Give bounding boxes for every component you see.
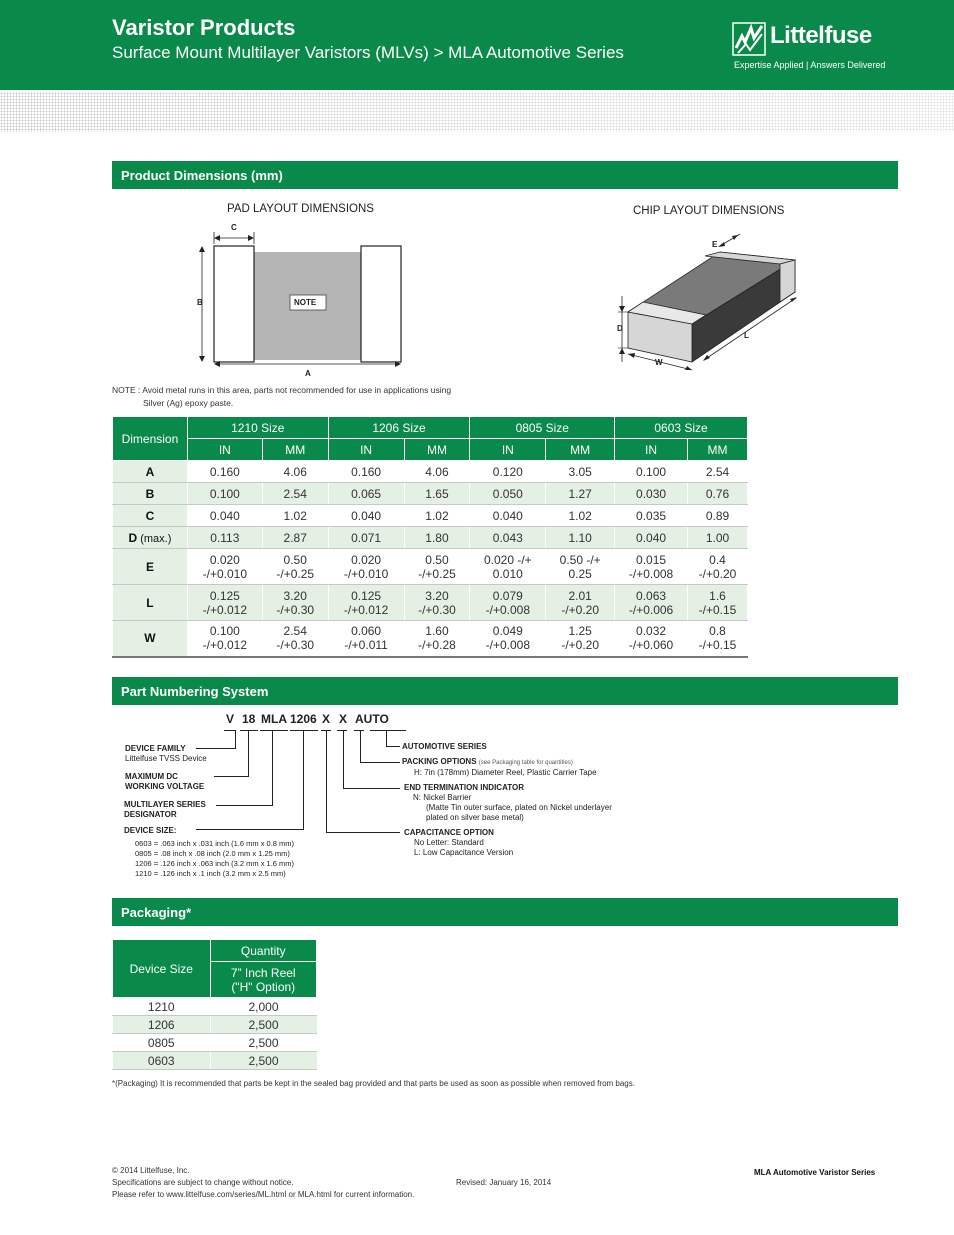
cap-title: CAPACITANCE OPTION (404, 828, 494, 837)
dimension-value-cell: 0.030 (615, 483, 688, 505)
table-row (113, 1034, 317, 1052)
pad-label-b: B (197, 298, 203, 307)
device-size-item: 1206 = .126 inch x .063 inch (3.2 mm x 1.6 mm) (135, 859, 295, 868)
footer-series-name: MLA Automotive Varistor Series (754, 1168, 876, 1177)
dimension-value-cell: 0.50 -/+0.25 (262, 549, 328, 585)
pack-size-cell: 1210 (113, 998, 211, 1016)
dimension-value-cell: 0.76 (687, 483, 747, 505)
dimensions-table-body (113, 461, 748, 657)
packing-desc: H: 7in (178mm) Diameter Reel, Plastic Carrier Tape (414, 768, 597, 777)
reel-header-line-2: ("H" Option) (231, 979, 296, 994)
dimensions-table (112, 416, 748, 658)
dimension-label: B (145, 486, 155, 501)
device-size-block (124, 826, 176, 836)
dimension-value-cell: 1.00 (687, 527, 747, 549)
series-title-2: DESIGNATOR (124, 810, 177, 819)
cap-desc-2: L: Low Capacitance Version (414, 848, 514, 857)
section-product-dimensions: Product Dimensions (mm) (112, 161, 898, 189)
dimension-value-cell: 2.54 -/+0.30 (262, 621, 328, 657)
code-voltage: 18 (242, 712, 256, 726)
dimension-value-cell: 1.80 (404, 527, 470, 549)
unit-header: MM (687, 439, 747, 461)
table-row (113, 998, 317, 1016)
reel-header-line-1: 7” Inch Reel (230, 965, 296, 980)
dimension-value-cell: 0.020 -/+0.010 (187, 549, 262, 585)
littelfuse-mark-icon (732, 22, 766, 56)
dimension-label: L (146, 595, 154, 610)
pack-qty-cell: 2,000 (210, 998, 317, 1016)
dimension-value-cell: 0.032 -/+0.060 (615, 621, 688, 657)
dimension-value-cell: 1.65 (404, 483, 470, 505)
cap-desc-1: No Letter: Standard (414, 838, 484, 847)
dimension-value-cell: 2.54 (687, 461, 747, 483)
table-row (113, 505, 748, 527)
device-family-title: DEVICE FAMILY (125, 744, 186, 753)
code-cap: X (322, 712, 331, 726)
logo-tagline: Expertise Applied | Answers Delivered (734, 60, 886, 70)
dimension-value-cell: 0.020 -/+ 0.010 (470, 549, 546, 585)
device-size-header: Device Size (113, 940, 211, 998)
note-line-2: Silver (Ag) epoxy paste. (143, 398, 234, 408)
dimension-value-cell: 0.060 -/+0.011 (328, 621, 404, 657)
dimension-value-cell: 0.4 -/+0.20 (687, 549, 747, 585)
dimension-value-cell: 0.079 -/+0.008 (470, 585, 546, 621)
dimension-value-cell: 0.8 -/+0.15 (687, 621, 747, 657)
dimension-label-cell (113, 527, 188, 549)
table-row (113, 585, 748, 621)
unit-header: MM (262, 439, 328, 461)
packaging-note: *(Packaging) It is recommended that parts be kept in the sealed bag provided and that parts be used as soon as possible when removed from bags. (112, 1079, 635, 1088)
table-row (113, 1052, 317, 1070)
dimension-value-cell: 1.25 -/+0.20 (546, 621, 615, 657)
table-row (113, 1016, 317, 1034)
dimension-value-cell: 2.87 (262, 527, 328, 549)
unit-header: IN (615, 439, 688, 461)
chip-label-l: L (744, 331, 749, 340)
dotted-band-fade (0, 92, 954, 132)
end-term-desc-1: N: Nickel Barrier (413, 793, 472, 802)
chip-label-w: W (655, 358, 663, 367)
dimension-value-cell: 0.065 (328, 483, 404, 505)
max-dc-title-1: MAXIMUM DC (125, 772, 178, 781)
reel-header (210, 962, 317, 998)
table-row (113, 483, 748, 505)
pad-layout-note (112, 384, 451, 410)
code-size: 1206 (290, 712, 317, 726)
table-row (113, 621, 748, 657)
device-family-desc: Littelfuse TVSS Device (125, 754, 207, 763)
device-size-title: DEVICE SIZE: (124, 826, 177, 835)
dimension-value-cell: 1.02 (262, 505, 328, 527)
dimension-value-cell: 0.100 -/+0.012 (187, 621, 262, 657)
series-block (124, 800, 206, 820)
pack-qty-cell: 2,500 (210, 1016, 317, 1034)
series-title-1: MULTILAYER SERIES (124, 800, 206, 809)
unit-header: MM (546, 439, 615, 461)
dimension-value-cell: 4.06 (262, 461, 328, 483)
dimension-value-cell: 2.54 (262, 483, 328, 505)
dimension-value-cell: 0.035 (615, 505, 688, 527)
note-line-1: NOTE : Avoid metal runs in this area, parts not recommended for use in applications using (112, 385, 452, 395)
table-row (113, 461, 748, 483)
dimension-value-cell: 0.040 (615, 527, 688, 549)
logo-wordmark: Littelfuse (770, 22, 872, 49)
pad-label-c: C (231, 223, 237, 232)
dimension-value-cell: 0.113 (187, 527, 262, 549)
dimension-value-cell: 1.27 (546, 483, 615, 505)
dimension-label: W (144, 631, 156, 646)
device-size-list (135, 839, 294, 879)
auto-series-block (402, 742, 487, 752)
dimension-value-cell: 1.60 -/+0.28 (404, 621, 470, 657)
dimension-value-cell: 0.89 (687, 505, 747, 527)
device-size-item: 0603 = .063 inch x .031 inch (1.6 mm x 0.8 mm) (135, 839, 295, 848)
size-header: 0603 Size (615, 417, 748, 439)
device-family-block (125, 744, 207, 764)
dimension-value-cell: 0.100 (187, 483, 262, 505)
unit-header: IN (187, 439, 262, 461)
footer-revised: Revised: January 16, 2014 (456, 1178, 552, 1187)
pad-label-a: A (305, 369, 311, 378)
packing-note: (see Packaging table for quantities) (478, 760, 573, 766)
page-subtitle: Surface Mount Multilayer Varistors (MLVs) > MLA Automotive Series (112, 43, 624, 62)
dimension-label: E (145, 559, 154, 574)
size-header: 1210 Size (187, 417, 328, 439)
chip-layout-diagram (610, 222, 810, 382)
dimension-value-cell: 3.20 -/+0.30 (262, 585, 328, 621)
dimension-value-cell: 0.043 (470, 527, 546, 549)
footer-refer: Please refer to www.littelfuse.com/series/ML.html or MLA.html for current information. (112, 1190, 415, 1199)
dimension-value-cell: 1.10 (546, 527, 615, 549)
dimension-header: Dimension (113, 417, 188, 461)
unit-header: IN (470, 439, 546, 461)
dimension-label-cell (113, 483, 188, 505)
unit-header: IN (328, 439, 404, 461)
chip-label-d: D (617, 324, 623, 333)
code-pack: AUTO (355, 712, 389, 726)
dimension-value-cell: 0.071 (328, 527, 404, 549)
dimension-value-cell: 1.02 (404, 505, 470, 527)
littelfuse-logo (732, 20, 902, 76)
dimension-label-cell (113, 621, 188, 657)
dimension-value-cell: 4.06 (404, 461, 470, 483)
dimension-value-cell: 0.160 (328, 461, 404, 483)
section-packaging: Packaging* (112, 898, 898, 926)
dimension-suffix: (max.) (137, 532, 172, 545)
dimension-value-cell: 0.040 (328, 505, 404, 527)
dimension-label-cell (113, 461, 188, 483)
section-part-numbering: Part Numbering System (112, 677, 898, 705)
code-series: MLA (261, 712, 287, 726)
dimension-value-cell: 0.040 (187, 505, 262, 527)
dimension-value-cell: 3.20 -/+0.30 (404, 585, 470, 621)
max-dc-block (125, 772, 204, 792)
page-title: Varistor Products (112, 15, 296, 40)
code-v: V (226, 712, 235, 726)
quantity-header: Quantity (210, 940, 317, 962)
dimension-value-cell: 0.120 (470, 461, 546, 483)
packaging-table (112, 939, 317, 1070)
packing-block (402, 757, 597, 778)
dimension-label: D (128, 530, 138, 545)
dimension-label: A (145, 464, 155, 479)
dimension-value-cell: 0.040 (470, 505, 546, 527)
dimension-value-cell: 0.125 -/+0.012 (187, 585, 262, 621)
dimension-value-cell: 0.049 -/+0.008 (470, 621, 546, 657)
pack-size-cell: 0603 (113, 1052, 211, 1070)
end-term-desc-2: (Matte Tin outer surface, plated on Nickel underlayer (426, 803, 612, 812)
dimension-value-cell: 1.02 (546, 505, 615, 527)
dimension-value-cell: 0.015 -/+0.008 (615, 549, 688, 585)
dimension-label-cell (113, 585, 188, 621)
dimension-value-cell: 2.01 -/+0.20 (546, 585, 615, 621)
dimension-label-cell (113, 505, 188, 527)
dimension-label: C (145, 508, 155, 523)
dimension-value-cell: 0.125 -/+0.012 (328, 585, 404, 621)
table-row (113, 549, 748, 585)
table-row (113, 527, 748, 549)
dimension-value-cell: 0.100 (615, 461, 688, 483)
pack-size-cell: 1206 (113, 1016, 211, 1034)
size-header: 1206 Size (328, 417, 470, 439)
chip-label-e: E (712, 240, 718, 249)
dimension-value-cell: 0.050 (470, 483, 546, 505)
page-header (0, 0, 954, 90)
capacitance-block (404, 828, 513, 858)
end-term-block (404, 783, 612, 823)
max-dc-title-2: WORKING VOLTAGE (125, 782, 205, 791)
dimension-value-cell: 3.05 (546, 461, 615, 483)
dimension-value-cell: 0.50 -/+0.25 (404, 549, 470, 585)
chip-layout-caption: CHIP LAYOUT DIMENSIONS (633, 205, 785, 217)
end-term-title: END TERMINATION INDICATOR (404, 783, 524, 792)
dimension-label-cell (113, 549, 188, 585)
code-term: X (339, 712, 348, 726)
device-size-item: 0805 = .08 inch x .08 inch (2.0 mm x 1.25 mm) (135, 849, 290, 858)
unit-header: MM (404, 439, 470, 461)
pack-size-cell: 0805 (113, 1034, 211, 1052)
dimension-value-cell: 0.063 -/+0.006 (615, 585, 688, 621)
footer-left (112, 1165, 414, 1201)
device-size-item: 1210 = .126 inch x .1 inch (3.2 mm x 2.5 mm) (135, 869, 286, 878)
dimension-value-cell: 0.020 -/+0.010 (328, 549, 404, 585)
pack-qty-cell: 2,500 (210, 1052, 317, 1070)
dimension-value-cell: 0.50 -/+ 0.25 (546, 549, 615, 585)
packing-title: PACKING OPTIONS (402, 757, 477, 766)
pack-qty-cell: 2,500 (210, 1034, 317, 1052)
dimension-value-cell: 0.160 (187, 461, 262, 483)
pad-note-label: NOTE (294, 298, 317, 307)
end-term-desc-3: plated on silver base metal) (426, 813, 524, 822)
footer-copyright: © 2014 Littelfuse, Inc. (112, 1166, 190, 1175)
size-header: 0805 Size (470, 417, 615, 439)
dimension-value-cell: 1.6 -/+0.15 (687, 585, 747, 621)
footer-spec-note: Specifications are subject to change without notice. (112, 1178, 294, 1187)
auto-series-title: AUTOMOTIVE SERIES (402, 742, 487, 751)
pad-layout-caption: PAD LAYOUT DIMENSIONS (227, 203, 374, 215)
